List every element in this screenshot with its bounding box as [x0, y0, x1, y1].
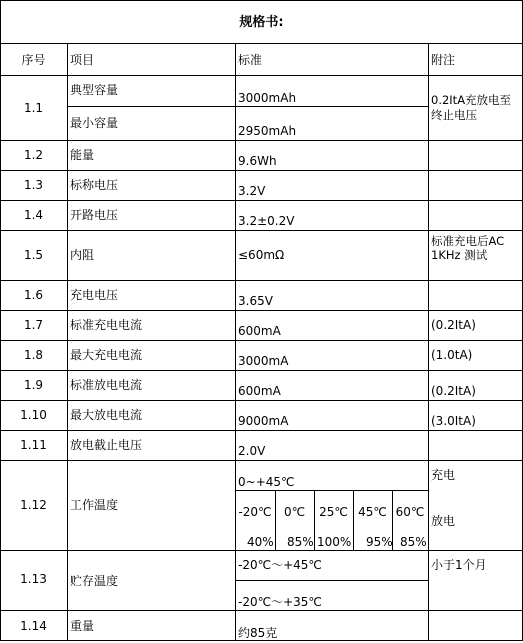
note-text: (1.0tA)	[431, 348, 473, 362]
row-number: 1.10	[20, 408, 47, 422]
grid-line	[314, 490, 315, 550]
standard-value: 600mA	[238, 384, 281, 398]
grid-line	[353, 490, 354, 550]
standard-value: 600mA	[238, 324, 281, 338]
standard-value: 0~+45℃	[238, 475, 295, 489]
grid-line	[275, 490, 276, 550]
grid-line	[428, 43, 429, 641]
standard-value: 9000mA	[238, 414, 289, 428]
standard-value: -20℃～+45℃	[238, 558, 322, 572]
row-number: 1.13	[20, 572, 47, 586]
grid-line	[0, 140, 523, 141]
item-label: 充电电压	[70, 288, 119, 302]
header-note: 附注	[431, 53, 456, 67]
grid-line	[67, 43, 68, 641]
grid-line	[0, 230, 523, 231]
standard-value: ≤60mΩ	[238, 248, 285, 262]
item-label: 工作温度	[70, 498, 119, 512]
standard-value: 9.6Wh	[238, 154, 277, 168]
grid-line	[0, 610, 523, 611]
capacity-percent: 85%	[287, 535, 314, 549]
standard-value: 3000mAh	[238, 91, 297, 105]
item-label: 内阻	[70, 248, 95, 262]
temperature-value: 25℃	[319, 505, 348, 519]
item-label: 最大充电电流	[70, 348, 143, 362]
note-text: 终止电压	[431, 108, 477, 122]
grid-line	[0, 280, 523, 281]
note-text: (3.0ItA)	[431, 414, 476, 428]
grid-line	[0, 640, 523, 641]
temperature-value: 45℃	[358, 505, 387, 519]
standard-value: 3.2±0.2V	[238, 214, 295, 228]
note-text: (0.2ItA)	[431, 384, 476, 398]
note-text: 1KHz 测试	[431, 248, 488, 262]
item-label: 重量	[70, 619, 95, 633]
item-label: 贮存温度	[70, 574, 119, 588]
standard-value: 2950mAh	[238, 124, 297, 138]
temperature-value: -20℃	[238, 505, 272, 519]
standard-value: 3.65V	[238, 294, 273, 308]
capacity-percent: 100%	[317, 535, 352, 549]
temperature-value: 60℃	[395, 505, 425, 519]
grid-line	[0, 0, 523, 1]
standard-value: 2.0V	[238, 444, 266, 458]
item-label: 标准放电电流	[70, 378, 143, 392]
row-number: 1.1	[23, 101, 44, 115]
capacity-percent: 40%	[247, 535, 274, 549]
header-standard: 标准	[238, 53, 263, 67]
row-number: 1.5	[23, 248, 44, 262]
row-number: 1.2	[23, 148, 44, 162]
row-number: 1.6	[23, 288, 44, 302]
item-label: 开路电压	[70, 208, 119, 222]
capacity-percent: 85%	[400, 535, 427, 549]
standard-value: 约85克	[238, 626, 278, 640]
grid-line	[0, 370, 523, 371]
row-number: 1.3	[23, 178, 44, 192]
row-number: 1.7	[23, 318, 44, 332]
sheet-title: 规格书:	[239, 15, 284, 30]
grid-line	[0, 310, 523, 311]
row-number: 1.8	[23, 348, 44, 362]
note-text: (0.2ItA)	[431, 318, 476, 332]
row-number: 1.12	[20, 498, 47, 512]
item-label: 能量	[70, 148, 95, 162]
grid-line	[0, 200, 523, 201]
grid-line	[235, 490, 428, 491]
item-label: 典型容量	[70, 83, 119, 97]
temperature-value: 0℃	[283, 505, 306, 519]
capacity-percent: 95%	[366, 535, 393, 549]
standard-value: 3.2V	[238, 184, 266, 198]
grid-line	[0, 550, 523, 551]
header-item: 项目	[70, 53, 95, 67]
note-text: 标准充电后AC	[431, 234, 505, 248]
note-text: 小于1个月	[431, 558, 487, 572]
row-number: 1.4	[23, 208, 44, 222]
note-text: 充电	[431, 468, 456, 482]
grid-line	[67, 106, 428, 107]
grid-line	[0, 430, 523, 431]
row-number: 1.14	[20, 619, 47, 633]
grid-line	[0, 75, 523, 76]
standard-value: 3000mA	[238, 354, 289, 368]
row-number: 1.9	[23, 378, 44, 392]
grid-line	[235, 43, 236, 641]
standard-value: -20℃～+35℃	[238, 595, 322, 609]
grid-line	[0, 460, 523, 461]
grid-line	[0, 170, 523, 171]
grid-line	[0, 400, 523, 401]
row-number: 1.11	[20, 438, 47, 452]
note-text: 0.2ItA充放电至	[431, 93, 512, 107]
item-label: 放电截止电压	[70, 438, 143, 452]
item-label: 最小容量	[70, 116, 119, 130]
grid-line	[235, 580, 428, 581]
item-label: 最大放电电流	[70, 408, 143, 422]
header-no: 序号	[21, 53, 46, 67]
note-text: 放电	[431, 514, 456, 528]
grid-line	[0, 43, 523, 44]
item-label: 标准充电电流	[70, 318, 143, 332]
grid-line	[0, 340, 523, 341]
item-label: 标称电压	[70, 178, 119, 192]
